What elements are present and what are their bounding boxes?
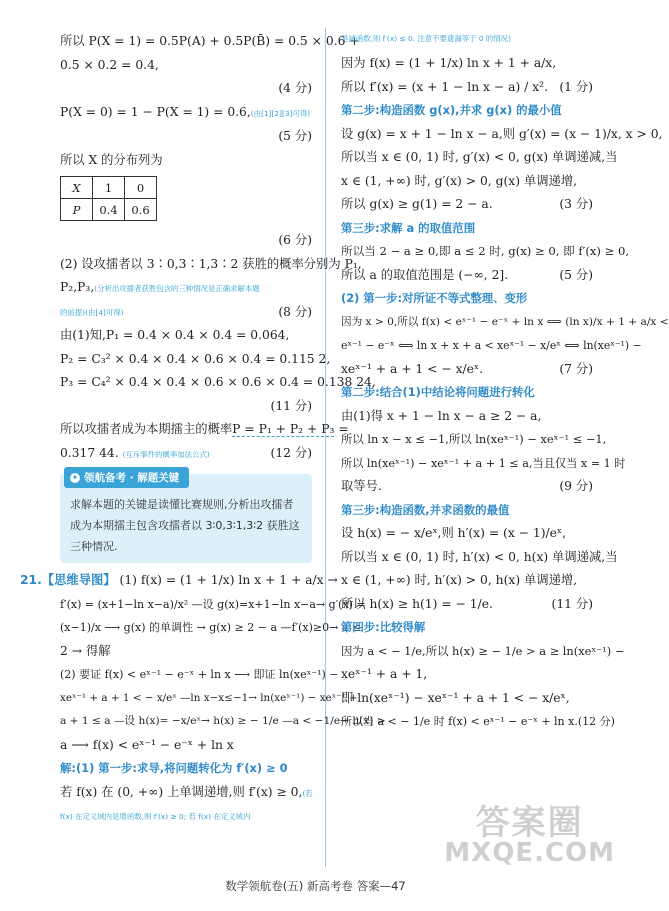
score-mark: (11 分) (551, 596, 593, 611)
annotation-note: (分析出攻擂者获胜包含的三种情况是正确求解本题 (94, 284, 260, 293)
watermark-logo: 答案圈 MXQE.COM (444, 803, 615, 868)
table-cell: X (61, 177, 93, 199)
text-line: 因为 f(x) = (1 + 1/x) ln x + 1 + a/x, (341, 56, 557, 70)
text-line: 所以 ln x − x ≤ −1,所以 ln(xeˣ⁻¹) − xeˣ⁻¹ ≤ −1, (341, 432, 607, 446)
tip-line: 求解本题的关键是读懂比赛规则,分析出攻擂者 (70, 498, 294, 511)
text-line (60, 301, 312, 325)
score-mark: (3 分) (559, 197, 593, 211)
text-line: 即 ln(xeˣ⁻¹) − xeˣ⁻¹ + a + 1 < − x/eˣ, (341, 690, 570, 705)
text-line: x ∈ (1, +∞) 时, g′(x) > 0, g(x) 单调递增, (341, 173, 578, 188)
annotation-note: 的前提)(由[4]可得) (60, 307, 124, 317)
mindmap-line: xeˣ⁻¹ + a + 1 < − x/eˣ —ln x−x≤−1→ ln(xeˣ⁻¹) − xeˣ⁻¹ + (60, 691, 358, 704)
text-line: 所以 a 的取值范围是 (−∞, 2]. (5 分) (341, 264, 593, 288)
text-line: 所以 f′(x) = (x + 1 − ln x − a) / x². (1 分) (341, 76, 593, 100)
question-21-header: 21.【思维导图】 (1) f(x) = (1 + 1/x) ln x + 1 + a/x → (20, 573, 338, 587)
text-line: x ∈ (1, +∞) 时, h′(x) > 0, h(x) 单调递增, (341, 573, 578, 587)
column-divider (325, 28, 326, 867)
text-line: 设 h(x) = − x/eˣ,则 h′(x) = (x − 1)/eˣ, (341, 526, 567, 540)
solution-step-label: (2) 第一步:对所证不等式整理、变形 (341, 291, 528, 305)
score-mark: (7 分) (559, 361, 593, 376)
text-line: 由(1)知,P₁ = 0.4 × 0.4 × 0.4 = 0.064, (60, 328, 290, 342)
table-cell: 0 (125, 177, 157, 199)
tip-box (60, 474, 312, 563)
text-line: 所以 X 的分布列为 (60, 152, 163, 167)
text-line: 0.5 × 0.2 = 0.4, (60, 57, 159, 72)
underlined-formula: P = P₁ + P₂ + P₃ (232, 422, 335, 436)
text-line: 因为 a < − 1/e,所以 h(x) ≥ − 1/e > a ≥ ln(xeˣ⁻¹) − (341, 643, 625, 658)
mindmap-line: (2) 要证 f(x) < eˣ⁻¹ − e⁻ˣ + ln x ⟶ 即证 ln(xeˣ⁻¹) − (60, 668, 339, 681)
solution-step-label: 第二步:结合(1)中结论将问题进行转化 (341, 385, 535, 399)
text-line: 所以当 x ∈ (0, 1) 时, h′(x) < 0, h(x) 单调递减,当 (341, 549, 618, 564)
score-mark: (11 分) (270, 398, 312, 413)
text-line: P₂ = C₃² × 0.4 × 0.4 × 0.6 × 0.4 = 0.115 2, (60, 351, 331, 366)
solution-step-label: 解:(1) 第一步:求导,将问题转化为 f′(x) ≥ 0 (60, 761, 288, 775)
table-row (61, 177, 157, 199)
score-mark: (9 分) (559, 479, 593, 493)
text-line: eˣ⁻¹ − e⁻ˣ ⟺ ln x + x + a < xeˣ⁻¹ − x/eˣ ⟺ ln(xeˣ⁻¹) − (341, 339, 642, 352)
text-line: 所以当 2 − a ≥ 0,即 a ≤ 2 时, g(x) ≥ 0, 即 f′(x) ≥ 0, (341, 244, 630, 258)
text-line: 所以当 a < − 1/e 时 f(x) < eˣ⁻¹ − e⁻ˣ + ln x. (12 分) (341, 710, 593, 734)
annotation-note: (互斥事件的概率加法公式) (122, 449, 210, 459)
score-mark: (5 分) (278, 129, 312, 143)
text-line: xeˣ⁻¹ + a + 1 < − x/eˣ. (7 分) (341, 358, 593, 382)
text-line: 因为 x > 0,所以 f(x) < eˣ⁻¹ − e⁻ˣ + ln x ⟺ (ln x)/x + 1 + a/x < (341, 315, 669, 328)
text-line: P(X = 0) = 1 − P(X = 1) = 0.6,(由[1][2][3]可得) (60, 104, 311, 119)
table-row (61, 199, 157, 221)
text-line: 所以 g(x) ≥ g(1) = 2 − a. (3 分) (341, 193, 593, 217)
text-line: (2) 设攻擂者以 3∶0,3∶1,3∶2 获胜的概率分别为 P₁, (60, 256, 362, 271)
score-mark: (4 分) (278, 81, 312, 95)
mindmap-line: (x−1)/x ⟶ g(x) 的单调性 → g(x) ≥ 2 − a —f′(x)≥0→ a ≤ (60, 621, 362, 634)
text-line: 所以 h(x) ≥ h(1) = − 1/e. (11 分) (341, 593, 593, 617)
text-line: P₂,P₃,(分析出攻擂者获胜包含的三种情况是正确求解本题 (60, 280, 260, 294)
text-line: 所以当 x ∈ (0, 1) 时, g′(x) < 0, g(x) 单调递减,当 (341, 150, 618, 164)
table-cell: 1 (93, 177, 125, 199)
distribution-table (60, 176, 157, 221)
text-line: 所以攻擂者成为本期擂主的概率P = P₁ + P₂ + P₃ = (60, 422, 349, 436)
tip-line: 三种情况. (70, 540, 118, 553)
solution-step-label: 第三步:求解 a 的取值范围 (341, 220, 476, 235)
annotation-note: (由[1][2][3]可得) (250, 108, 311, 118)
annotation-note: (若 (302, 788, 313, 798)
text-line: 所以 P(X = 1) = 0.5P(A) + 0.5P(B̄) = 0.5 × 0.6 + (60, 34, 360, 48)
text-line: 取等号. (9 分) (341, 475, 593, 499)
annotation-note: 是减函数,则 f′(x) ≤ 0. 注意不要遗漏等于 0 的情况) (341, 34, 511, 43)
text-line: 若 f(x) 在 (0, +∞) 上单调递增,则 f′(x) ≥ 0,(若 (60, 784, 313, 799)
score-mark: (6 分) (278, 233, 312, 247)
score-mark: (1 分) (559, 79, 593, 94)
solution-step-label: 第四步:比较得解 (341, 620, 426, 634)
mindmap-line: a + 1 ≤ a —设 h(x)= −x/eˣ→ h(x) ≥ − 1/e —a < −1/e→ h(x) > (60, 715, 386, 727)
text-line: xeˣ⁻¹ + a + 1, (341, 667, 428, 681)
tip-header: ✦ 领航备考 · 解题关键 (64, 467, 189, 488)
mindmap-line: f′(x) = (x+1−ln x−a)/x² —设 g(x)=x+1−ln x−a→ g′(x) = (60, 597, 366, 611)
annotation-note: f(x) 在定义域内是增函数,则 f′(x) ≥ 0; 若 f(x) 在定义域内 (60, 812, 251, 821)
table-cell: P (61, 199, 93, 221)
solution-step-label: 第三步:构造函数,并求函数的最值 (341, 502, 510, 517)
score-mark: (5 分) (559, 267, 593, 282)
question-number: 21. (20, 573, 42, 587)
mindmap-line: 2 → 得解 (60, 643, 111, 658)
table-cell: 0.6 (125, 199, 157, 221)
right-column (341, 30, 669, 734)
text-line: 所以 ln(xeˣ⁻¹) − xeˣ⁻¹ + a + 1 ≤ a,当且仅当 x = 1 时 (341, 456, 626, 470)
text-line: 由(1)得 x + 1 − ln x − a ≥ 2 − a, (341, 408, 542, 423)
section-tag: 【思维导图】 (41, 573, 116, 587)
page-footer: 数学领航卷(五) 新高考卷 答案—47 (225, 879, 406, 893)
table-cell: 0.4 (93, 199, 125, 221)
solution-step-label: 第二步:构造函数 g(x),并求 g(x) 的最小值 (341, 103, 562, 117)
tip-line: 成为本期擂主包含攻擂者以 3∶0,3∶1,3∶2 获胜这 (70, 519, 300, 532)
text-line: 0.317 44. (互斥事件的概率加法公式) (12 分) (60, 442, 312, 467)
mindmap-line: a ⟶ f(x) < eˣ⁻¹ − e⁻ˣ + ln x (60, 737, 234, 752)
score-mark: (12 分) (270, 445, 312, 460)
text-line: P₃ = C₄² × 0.4 × 0.4 × 0.6 × 0.6 × 0.4 = 0.138 24, (60, 375, 376, 389)
bulb-icon: ✦ (71, 472, 79, 482)
score-mark: (12 分) (577, 715, 615, 728)
text-line: 设 g(x) = x + 1 − ln x − a,则 g′(x) = (x − 1)/x, x > 0, (341, 126, 663, 141)
score-mark: (8 分) (278, 304, 312, 319)
